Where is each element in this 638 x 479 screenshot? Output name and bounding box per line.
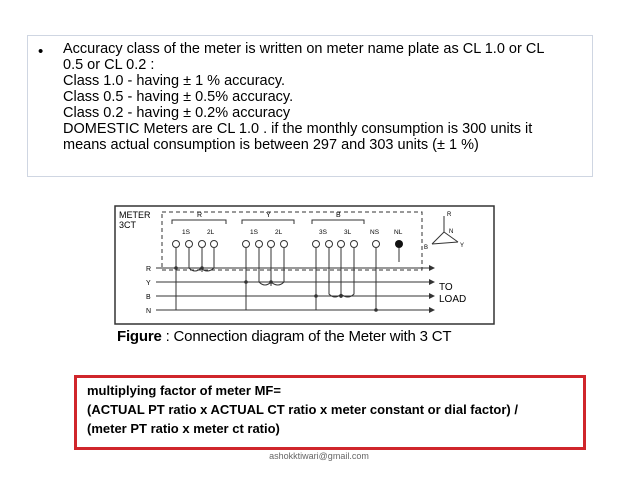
terminal-label: 3L — [344, 229, 352, 236]
phase-label: R — [146, 266, 152, 273]
figure-caption-text: : Connection diagram of the Meter with 3 CT — [161, 328, 452, 345]
text-line: Class 0.5 - having ± 0.5% accuracy. — [63, 89, 294, 105]
footer-email: ashokktiwari@gmail.com — [269, 451, 369, 461]
terminal-label: NL — [394, 229, 403, 236]
text-line: means actual consumption is between 297 and 303 units (± 1 %) — [63, 137, 479, 153]
terminal-label: 3S — [319, 229, 327, 236]
formula-line: (ACTUAL PT ratio x ACTUAL CT ratio x meter constant or dial factor) / — [87, 402, 518, 417]
text-line: Class 0.2 - having ± 0.2% accuracy — [63, 105, 291, 121]
multiplying-factor-box — [74, 375, 586, 450]
phase-label: B — [146, 294, 151, 301]
phasor-label: Y — [460, 243, 465, 249]
group-label-r: R — [197, 212, 203, 219]
load-label: LOAD — [439, 294, 467, 305]
formula-line: (meter PT ratio x meter ct ratio) — [87, 421, 280, 436]
text-line: DOMESTIC Meters are CL 1.0 . if the monthly consumption is 300 units it — [63, 121, 533, 137]
figure-word: Figure — [117, 328, 162, 345]
phase-label: N — [146, 308, 152, 315]
accuracy-bullet-text — [63, 41, 593, 153]
formula-line: multiplying factor of meter MF= — [87, 383, 281, 398]
text-line: 0.5 or CL 0.2 : — [63, 57, 155, 73]
terminal-label: 1S — [182, 229, 190, 236]
accuracy-text-box — [27, 35, 593, 177]
terminal-label: NS — [370, 229, 380, 236]
figure-caption — [117, 328, 451, 345]
phase-label: Y — [146, 280, 151, 287]
meter-title: METER — [119, 210, 151, 220]
terminal-label: 1S — [250, 229, 258, 236]
terminal-label: 2L — [207, 229, 215, 236]
group-label-b: B — [336, 212, 341, 219]
group-label-y: Y — [266, 212, 271, 219]
meter-subtitle: 3CT — [119, 220, 137, 230]
phasor-label: B — [424, 245, 429, 251]
phasor-label: N — [449, 229, 454, 235]
phasor-label: R — [447, 212, 452, 218]
diagram-svg — [114, 202, 496, 327]
to-label: TO — [439, 282, 453, 293]
text-line: Accuracy class of the meter is written on meter name plate as CL 1.0 or CL — [63, 41, 545, 57]
bullet-marker: • — [38, 43, 44, 60]
text-line: Class 1.0 - having ± 1 % accuracy. — [63, 73, 286, 89]
terminal-label: 2L — [275, 229, 283, 236]
